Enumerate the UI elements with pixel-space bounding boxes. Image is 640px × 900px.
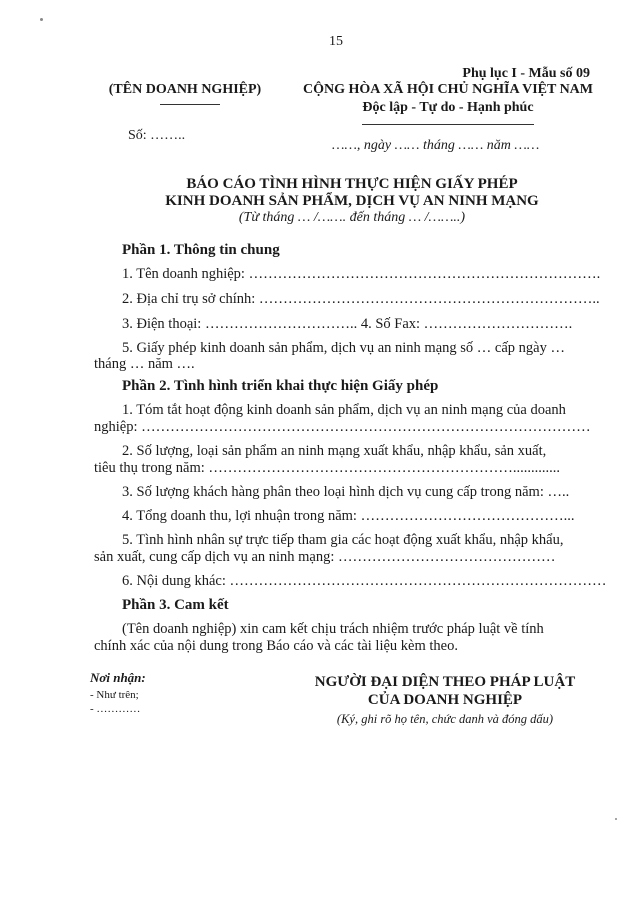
company-underline <box>160 104 220 105</box>
document-number: Số: …….. <box>128 128 186 143</box>
part3-text-line2: chính xác của nội dung trong Báo cáo và các tài liệu kèm theo. <box>94 638 458 654</box>
part1-item5-line1: 5. Giấy phép kinh doanh sản phẩm, dịch vụ an ninh mạng số … cấp ngày … <box>122 340 565 356</box>
scan-speck <box>40 18 43 21</box>
part1-item5-line2: tháng … năm …. <box>94 356 195 372</box>
part2-item6: 6. Nội dung khác: …………………………………………………………………… <box>122 573 607 589</box>
part2-heading: Phần 2. Tình hình triển khai thực hiện Giấy phép <box>122 378 439 394</box>
recipients-heading: Nơi nhận: <box>90 670 146 685</box>
page-number: 15 <box>329 34 343 49</box>
part3-text-line1: (Tên doanh nghiệp) xin cam kết chịu trách nhiệm trước pháp luật về tính <box>122 621 544 637</box>
recipients-item: - Như trên; <box>90 689 139 701</box>
part1-heading: Phần 1. Thông tin chung <box>122 242 280 258</box>
part2-item2-line2: tiêu thụ trong năm: ………………………………………………………............. <box>94 460 560 476</box>
signatory-title-line2: CỦA DOANH NGHIỆP <box>367 692 523 708</box>
motto-underline <box>362 124 534 125</box>
part2-item4: 4. Tổng doanh thu, lợi nhuận trong năm: ……………………………………... <box>122 508 575 524</box>
report-title-line1: BÁO CÁO TÌNH HÌNH THỰC HIỆN GIẤY PHÉP <box>186 176 518 192</box>
document-date: ……, ngày …… tháng …… năm …… <box>332 138 540 153</box>
part1-item3-4: 3. Điện thoại: ………………………….. 4. Số Fax: …………………………. <box>122 316 573 332</box>
part1-item2: 2. Địa chỉ trụ sở chính: …………………………………………………………….. <box>122 291 600 307</box>
part1-item1: 1. Tên doanh nghiệp: ………………………………………………………………. <box>122 266 601 282</box>
company-placeholder: (TÊN DOANH NGHIỆP) <box>108 82 262 97</box>
recipients-item: - ………… <box>90 703 141 715</box>
report-period: (Từ tháng … /……. đến tháng … /……..) <box>238 210 466 225</box>
part2-item1-line2: nghiệp: ………………………………………………………………………………… <box>94 419 591 435</box>
part2-item5-line2: sản xuất, cung cấp dịch vụ an ninh mạng: ……………………………………… <box>94 549 556 565</box>
appendix-label: Phụ lục I - Mẫu số 09 <box>462 66 590 81</box>
national-motto: Độc lập - Tự do - Hạnh phúc <box>362 100 534 115</box>
national-title <box>278 82 618 116</box>
signature-note: (Ký, ghi rõ họ tên, chức danh và đóng dấu) <box>336 712 554 726</box>
part2-item5-line1: 5. Tình hình nhân sự trực tiếp tham gia các hoạt động xuất khẩu, nhập khẩu, <box>122 532 564 548</box>
part2-item1-line1: 1. Tóm tắt hoạt động kinh doanh sản phẩm, dịch vụ an ninh mạng của doanh <box>122 402 566 418</box>
part2-item3: 3. Số lượng khách hàng phân theo loại hình dịch vụ cung cấp trong năm: ….. <box>122 484 570 500</box>
part3-heading: Phần 3. Cam kết <box>122 597 229 613</box>
country-name: CỘNG HÒA XÃ HỘI CHỦ NGHĨA VIỆT NAM <box>302 82 593 97</box>
scan-speck <box>615 818 617 820</box>
part2-item2-line1: 2. Số lượng, loại sản phẩm an ninh mạng xuất khẩu, nhập khẩu, sản xuất, <box>122 443 547 459</box>
signatory-title-line1: NGƯỜI ĐẠI DIỆN THEO PHÁP LUẬT <box>314 674 576 690</box>
report-title-line2: KINH DOANH SẢN PHẨM, DỊCH VỤ AN NINH MẠNG <box>165 193 539 209</box>
